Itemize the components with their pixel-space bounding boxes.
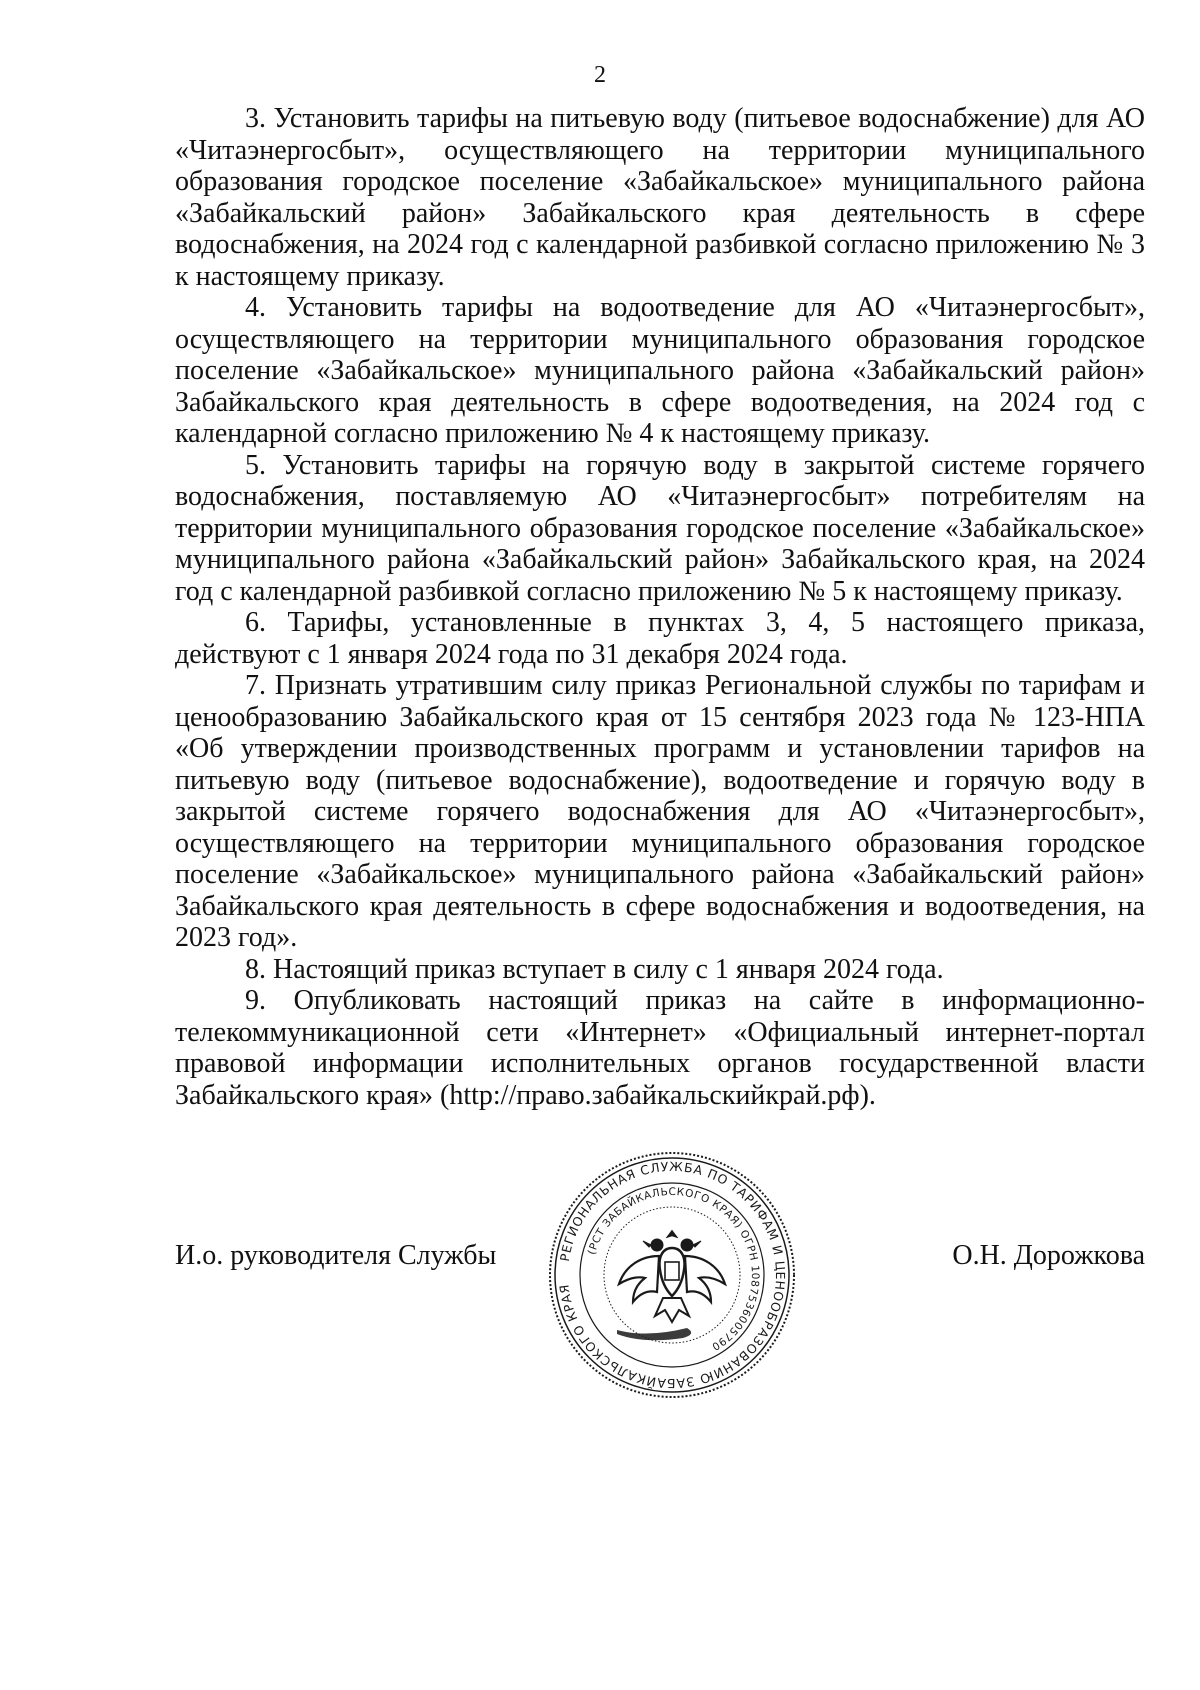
official-seal — [545, 1148, 799, 1402]
paragraph-item-9: 9. Опубликовать настоящий приказ на сайте в информационно-телекоммуникационной сети «Интернет» «Официальный интернет-портал правовой информации исполнительных органов государственной власти Забайкальского края» (http://право.забайкальскийкрай.рф). — [175, 985, 1145, 1111]
signer-position: И.о. руководителя Службы — [175, 1240, 497, 1271]
page-number: 2 — [594, 62, 606, 88]
seal-graphic — [545, 1148, 799, 1402]
paragraph-item-6: 6. Тарифы, установленные в пунктах 3, 4, 5 настоящего приказа, действуют с 1 января 2024 года по 31 декабря 2024 года. — [175, 607, 1145, 670]
seal-outer-text: РЕГИОНАЛЬНАЯ СЛУЖБА ПО ТАРИФАМ И ЦЕНООБРАЗОВАНИЮ ЗАБАЙКАЛЬСКОГО КРАЯ — [556, 1158, 789, 1392]
paragraph-item-4: 4. Установить тарифы на водоотведение для АО «Читаэнергосбыт», осуществляющего на территории муниципального образования городское поселение «Забайкальское» муниципального района «Забайкальский район» Забайкальского края деятельность в сфере водоотведения, на 2024 год с календарной согласно приложению № 4 к настоящему приказу. — [175, 292, 1145, 449]
paragraph-item-7: 7. Признать утратившим силу приказ Региональной службы по тарифам и ценообразованию Забайкальского края от 15 сентября 2023 года № 123-НПА «Об утверждении производственных программ и установлении тарифов на питьевую воду (питьевое водоснабжение), водоотведение и горячую воду в закрытой системе горячего водоснабжения для АО «Читаэнергосбыт», осуществляющего на территории муниципального образования городское поселение «Забайкальское» муниципального района «Забайкальский район» Забайкальского края деятельность в сфере водоснабжения и водоотведения, на 2023 год». — [175, 670, 1145, 953]
paragraph-item-8: 8. Настоящий приказ вступает в силу с 1 января 2024 года. — [245, 953, 944, 985]
signer-name: О.Н. Дорожкова — [952, 1240, 1145, 1271]
eagle-emblem-icon — [619, 1230, 725, 1322]
paragraph-item-5: 5. Установить тарифы на горячую воду в закрытой системе горячего водоснабжения, поставляемую АО «Читаэнергосбыт» потребителям на территории муниципального образования городское поселение «Забайкальское» муниципального района «Забайкальский район» Забайкальского края, на 2024 год с календарной разбивкой согласно приложению № 5 к настоящему приказу. — [175, 449, 1145, 607]
paragraph-item-3: 3. Установить тарифы на питьевую воду (питьевое водоснабжение) для АО «Читаэнергосбыт», осуществляющего на территории муниципального образования городское поселение «Забайкальское» муниципального района «Забайкальский район» Забайкальского края деятельность в сфере водоснабжения, на 2024 год с календарной разбивкой согласно приложению № 3 к настоящему приказу. — [175, 103, 1145, 292]
document-body — [175, 103, 1145, 1111]
seal-inner-text: (РСТ ЗАБАЙКАЛЬСКОГО КРАЯ) ОГРН 1087536005790 — [585, 1185, 762, 1353]
